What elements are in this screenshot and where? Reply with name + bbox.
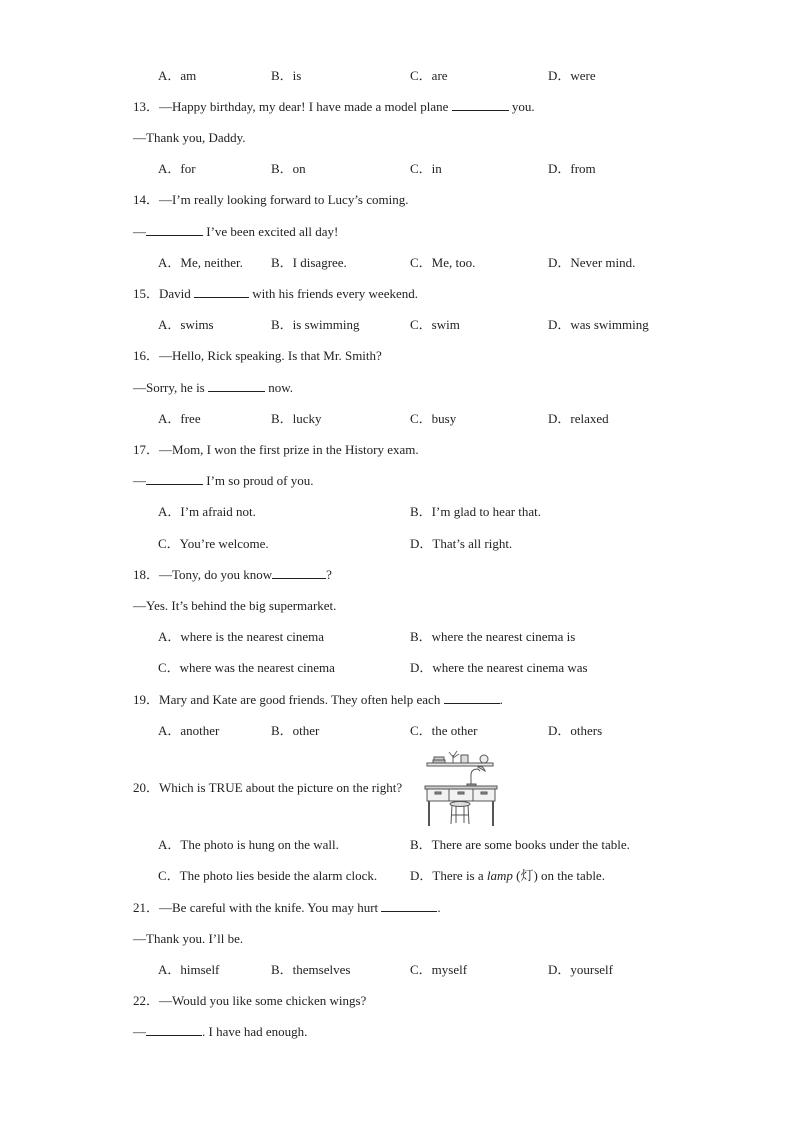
option-a: A．another xyxy=(158,723,220,738)
question-number: 18． xyxy=(133,567,160,582)
option-b: B．There are some books under the table. xyxy=(410,837,630,852)
alarm-clock xyxy=(480,755,488,763)
option-c: C．busy xyxy=(410,411,457,426)
option-a: A．free xyxy=(158,411,201,426)
q18-reply: —Yes. It’s behind the big supermarket. xyxy=(133,598,337,613)
option-a: A．himself xyxy=(158,962,220,977)
option-c: C．Me, too. xyxy=(410,255,476,270)
option-d: D．relaxed xyxy=(548,411,609,426)
option-d: D．was swimming xyxy=(548,317,649,332)
option-d: D．others xyxy=(548,723,603,738)
q15-options xyxy=(0,315,794,335)
option-d: D．from xyxy=(548,161,596,176)
option-d: D．That’s all right. xyxy=(410,536,513,551)
plant xyxy=(449,751,459,763)
q20-stem: 20．Which is TRUE about the picture on the right? xyxy=(133,780,403,795)
option-b: B．where the nearest cinema is xyxy=(410,629,576,644)
option-b: B．I disagree. xyxy=(271,255,347,270)
option-a: A．The photo is hung on the wall. xyxy=(158,837,339,852)
answer-blank xyxy=(381,898,437,912)
option-b: B．on xyxy=(271,161,306,176)
option-c: C．The photo lies beside the alarm clock. xyxy=(158,868,378,883)
option-b: B．lucky xyxy=(271,411,322,426)
desk-picture xyxy=(423,749,501,829)
question-number: 16． xyxy=(133,348,160,363)
answer-blank xyxy=(272,565,326,579)
answer-blank xyxy=(146,1022,202,1036)
question-number: 13． xyxy=(133,99,160,114)
q18-options-row2 xyxy=(0,658,794,678)
question-number: 21． xyxy=(133,900,160,915)
q16-stem: 16．—Hello, Rick speaking. Is that Mr. Smith? xyxy=(133,348,382,363)
answer-blank xyxy=(146,471,203,485)
q22-reply: — . I have had enough. xyxy=(133,1024,308,1039)
stool xyxy=(450,802,470,807)
q17-options-row2 xyxy=(0,534,794,554)
q18-options-row1 xyxy=(0,627,794,647)
q20-options-row1 xyxy=(0,835,794,855)
q18-stem: 18．—Tony, do you know ? xyxy=(133,567,332,582)
option-b: B．other xyxy=(271,723,320,738)
q21-reply: —Thank you. I’ll be. xyxy=(133,931,244,946)
q19-stem: 19．Mary and Kate are good friends. They often help each . xyxy=(133,692,503,707)
shelf xyxy=(427,763,493,766)
q13-reply: —Thank you, Daddy. xyxy=(133,130,246,145)
q13-stem: 13．—Happy birthday, my dear! I have made a model plane you. xyxy=(133,99,535,114)
q17-reply: — I’m so proud of you. xyxy=(133,473,314,488)
option-a: A．I’m afraid not. xyxy=(158,504,256,519)
q14-stem: 14．—I’m really looking forward to Lucy’s coming. xyxy=(133,192,409,207)
option-b: B．I’m glad to hear that. xyxy=(410,504,542,519)
option-b: B．is xyxy=(271,68,302,83)
option-a: A．where is the nearest cinema xyxy=(158,629,325,644)
q21-options xyxy=(0,960,794,980)
lamp xyxy=(471,769,480,785)
option-c: C．myself xyxy=(410,962,468,977)
answer-blank xyxy=(444,690,500,704)
option-a: A．am xyxy=(158,68,197,83)
option-b: B．themselves xyxy=(271,962,351,977)
q14-reply: — I’ve been excited all day! xyxy=(133,224,339,239)
answer-blank xyxy=(146,222,203,236)
question-number: 19． xyxy=(133,692,160,707)
q12-options xyxy=(0,66,794,86)
answer-blank xyxy=(194,284,249,298)
q19-options xyxy=(0,721,794,741)
q16-reply: —Sorry, he is now. xyxy=(133,380,294,395)
option-d: D．were xyxy=(548,68,596,83)
option-a: A．for xyxy=(158,161,196,176)
option-d: D．where the nearest cinema was xyxy=(410,660,588,675)
option-c: C．You’re welcome. xyxy=(158,536,269,551)
option-a: A．swims xyxy=(158,317,214,332)
question-number: 17． xyxy=(133,442,160,457)
question-number: 20． xyxy=(133,780,160,795)
option-b: B．is swimming xyxy=(271,317,360,332)
option-a: A．Me, neither. xyxy=(158,255,243,270)
option-d: D．Never mind. xyxy=(548,255,636,270)
option-c: C．where was the nearest cinema xyxy=(158,660,335,675)
answer-blank xyxy=(208,378,265,392)
option-d: D．There is a lamp (灯) on the table. xyxy=(410,868,605,883)
question-number: 22． xyxy=(133,993,160,1008)
q21-stem: 21．—Be careful with the knife. You may hurt . xyxy=(133,900,441,915)
option-c: C．the other xyxy=(410,723,478,738)
option-c: C．swim xyxy=(410,317,460,332)
q22-stem: 22．—Would you like some chicken wings? xyxy=(133,993,367,1008)
photo-frame xyxy=(461,755,468,763)
option-c: C．in xyxy=(410,161,442,176)
q14-options xyxy=(0,253,794,273)
answer-blank xyxy=(452,97,509,111)
q13-options xyxy=(0,159,794,179)
q17-options-row1 xyxy=(0,502,794,522)
q17-stem: 17．—Mom, I won the first prize in the History exam. xyxy=(133,442,419,457)
q20-options-row2 xyxy=(0,866,794,886)
q15-stem: 15．David with his friends every weekend. xyxy=(133,286,418,301)
question-number: 14． xyxy=(133,192,160,207)
option-c: C．are xyxy=(410,68,448,83)
q16-options xyxy=(0,409,794,429)
option-d: D．yourself xyxy=(548,962,613,977)
question-number: 15． xyxy=(133,286,160,301)
